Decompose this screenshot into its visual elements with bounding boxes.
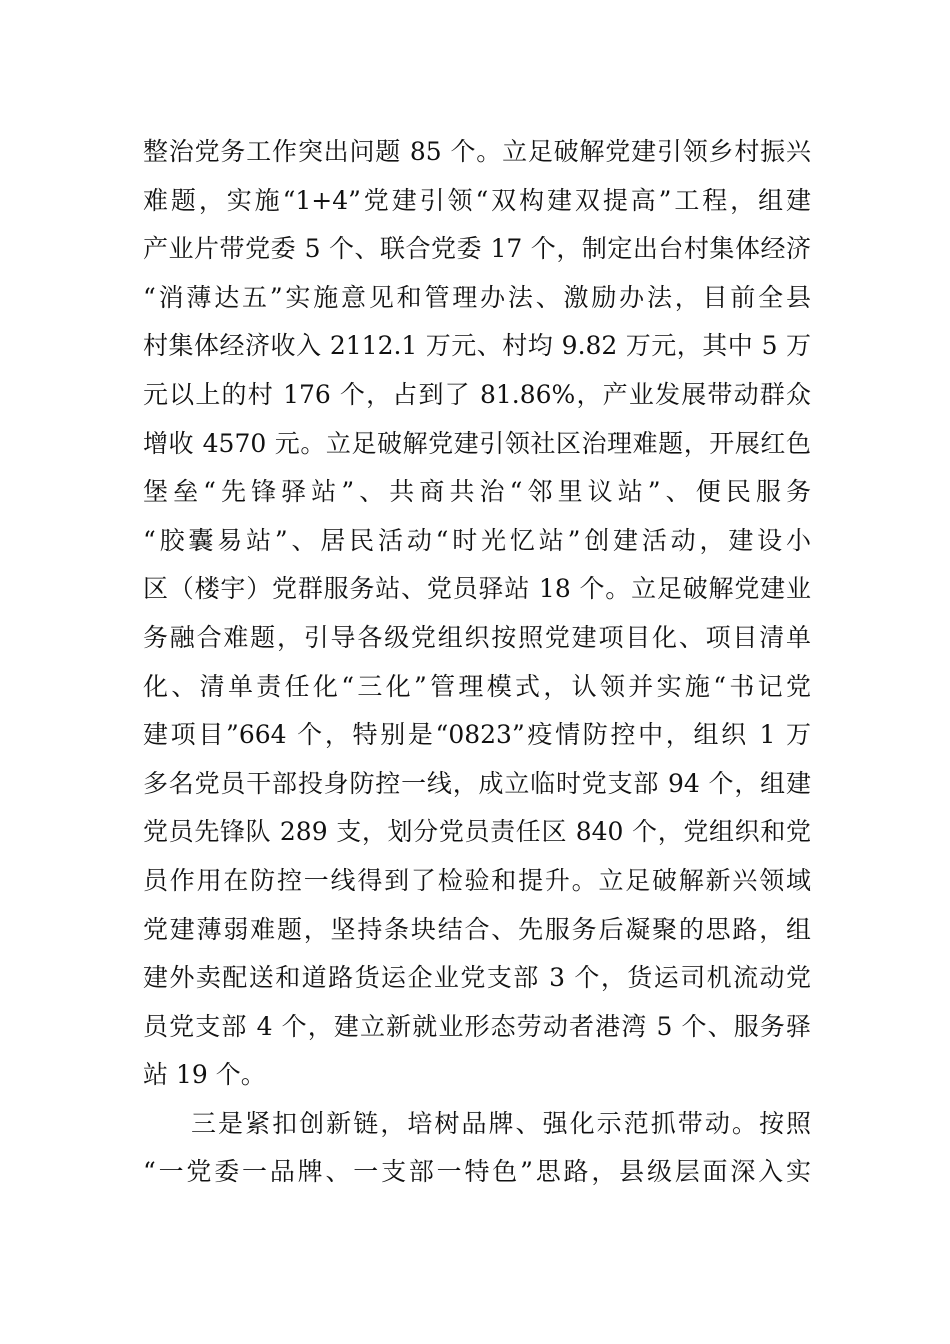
text-line: 务融合难题，引导各级党组织按照党建项目化、项目清单 [143,622,811,652]
text-line: 难题，实施“1+4”党建引领“双构建双提高”工程，组建 [143,185,811,215]
document-body [143,128,811,1197]
text-line: 增收 4570 元。立足破解党建引领社区治理难题，开展红色 [143,428,811,458]
text-line: 产业片带党委 5 个、联合党委 17 个，制定出台村集体经济 [143,234,811,264]
text-line: “一党委一品牌、一支部一特色”思路，县级层面深入实 [143,1157,811,1187]
text-line: 多名党员干部投身防控一线，成立临时党支部 94 个，组建 [143,768,811,798]
text-line: 员作用在防控一线得到了检验和提升。立足破解新兴领域 [143,865,811,895]
text-line: 建项目”664 个，特别是“0823”疫情防控中，组织 1 万 [143,720,811,750]
text-line: “胶囊易站”、居民活动“时光忆站”创建活动，建设小 [143,525,811,555]
text-line: 元以上的村 176 个，占到了 81.86%，产业发展带动群众 [143,379,811,409]
text-line: “消薄达五”实施意见和管理办法、激励办法，目前全县 [143,282,811,312]
text-line: 村集体经济收入 2112.1 万元、村均 9.82 万元，其中 5 万 [143,331,811,361]
text-line: 站 19 个。 [143,1060,266,1090]
text-line: 区（楼宇）党群服务站、党员驿站 18 个。立足破解党建业 [143,574,811,604]
text-line: 整治党务工作突出问题 85 个。立足破解党建引领乡村振兴 [143,137,811,166]
paragraph [143,1100,811,1197]
text-line: 三是紧扣创新链，培树品牌、强化示范抓带动。按照 [191,1108,811,1138]
text-line: 堡垒“先锋驿站”、共商共治“邻里议站”、便民服务 [143,477,811,507]
text-line: 党员先锋队 289 支，划分党员责任区 840 个，党组织和党 [143,817,811,847]
text-line: 员党支部 4 个，建立新就业形态劳动者港湾 5 个、服务驿 [143,1011,811,1041]
paragraph [143,128,811,1100]
text-line: 化、清单责任化“三化”管理模式，认领并实施“书记党 [143,671,811,701]
text-line: 建外卖配送和道路货运企业党支部 3 个，货运司机流动党 [143,963,811,993]
text-line: 党建薄弱难题，坚持条块结合、先服务后凝聚的思路，组 [143,914,811,944]
